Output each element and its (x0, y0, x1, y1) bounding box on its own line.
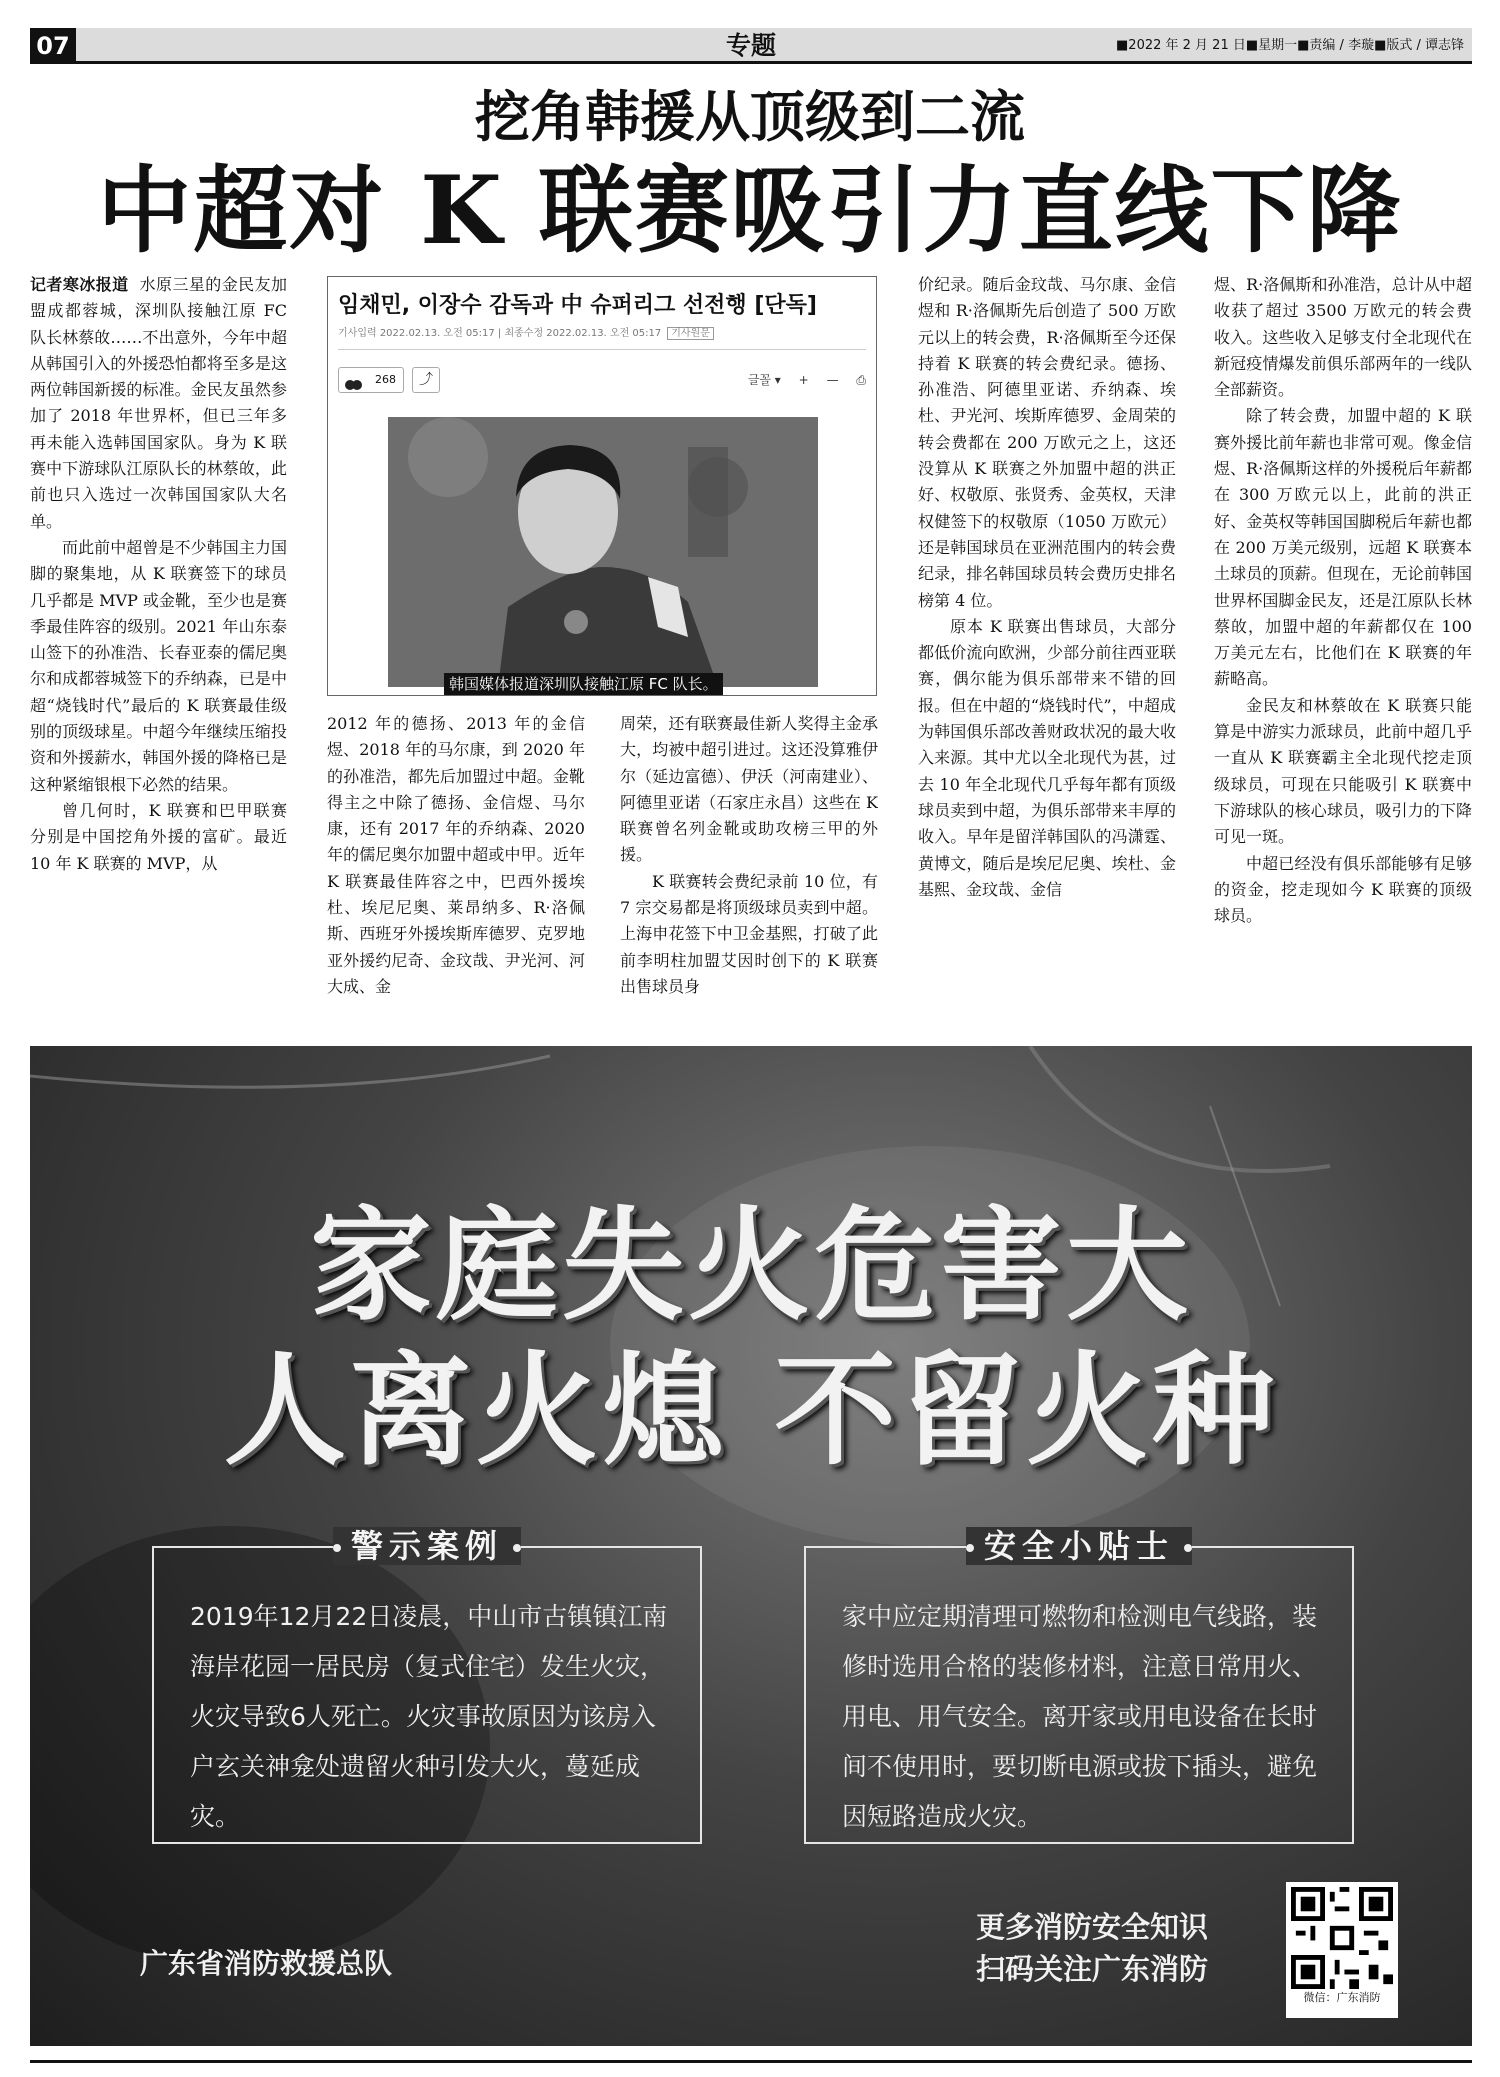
article-paragraph: 周荣，还有联赛最佳新人奖得主金承大，均被中超引进过。这还没算雅伊尔（延边富德）、伊沃（河南建业）、阿德里亚诺（石家庄永昌）这些在 K 联赛曾名列金靴或助攻榜三甲的外援。 (620, 714, 878, 865)
reaction-count: 268 (375, 373, 396, 386)
article-paragraph: 中超已经没有俱乐部能够有足够的资金，挖走现如今 K 联赛的顶级球员。 (1214, 853, 1472, 926)
qr-caption: 微信：广东消防 (1303, 1991, 1381, 2004)
article-column-4 (918, 272, 1176, 1032)
article-paragraph (30, 272, 287, 535)
reaction-icon (345, 375, 371, 385)
qr-code-icon (1291, 1887, 1393, 1989)
original-article-tag: 기사원문 (667, 327, 714, 340)
article-column-3 (620, 711, 878, 1031)
korean-headline: 임채민, 이장수 감독과 中 슈퍼리그 선전행 [단독] (338, 293, 817, 318)
zoom-out-icon[interactable]: — (826, 373, 839, 387)
article-paragraph: 价纪录。随后金玟哉、马尔康、金信煜和 R·洛佩斯先后创造了 500 万欧元以上的转会费，R·洛佩斯至今还保持着 K 联赛的转会费纪录。德扬、孙准浩、阿德里亚诺、乔纳森、埃杜、尹光河、埃斯库德罗、金周荣的转会费都在 200 万欧元之上，这还没算从 K 联赛之外加盟中超的洪正好、权敬原、张贤秀、金英权，天津权健签下的权敬原（1050 万欧元）还是韩国球员在亚洲范围内的转会费纪录，排名韩国球员转会费历史排名榜第 4 位。 (918, 275, 1176, 610)
scan-cta (976, 1906, 1276, 1990)
article-column-1 (30, 272, 287, 1032)
page-number: 07 (30, 28, 76, 64)
article-paragraph: 2012 年的德扬、2013 年的金信煜、2018 年的马尔康，到 2020 年的孙准浩，都先后加盟过中超。金靴得主之中除了德扬、金信煜、马尔康，还有 2017 年的乔纳森、2020 年的儒尼奥尔加盟中超或中甲。近年 K 联赛最佳阵容之中，巴西外援埃杜、埃尼尼奥、莱昂纳多、R·洛佩斯、西班牙外援埃斯库德罗、克罗地亚外援约尼奇、金玟哉、尹光河、河大成、金 (327, 714, 585, 996)
article-paragraph: 曾几何时，K 联赛和巴甲联赛分别是中国挖角外援的富矿。最近 10 年 K 联赛的 MVP，从 (30, 800, 287, 873)
banner-slogan-1: 家庭失火危害大 (310, 1195, 1192, 1337)
article-paragraph: 煜、R·洛佩斯和孙准浩，总计从中超收获了超过 3500 万欧元的转会费收入。这些收入足够支付全北现代在新冠疫情爆发前俱乐部两年的一线队全部薪资。 (1214, 275, 1472, 400)
banner-slogan-2: 人离火熄 不留火种 (223, 1340, 1279, 1482)
font-size-menu[interactable]: 글꼴 ▾ (747, 373, 781, 387)
fire-safety-ad (30, 1046, 1472, 2046)
korean-article-meta (338, 327, 714, 341)
korean-news-screenshot (327, 276, 877, 696)
reaction-button[interactable] (338, 367, 404, 393)
qr-code[interactable] (1286, 1882, 1398, 2018)
cta-line-2: 扫码关注广东消防 (976, 1952, 1209, 1986)
article-paragraph: 除了转会费，加盟中超的 K 联赛外援比前年薪也非常可观。像金信煜、R·洛佩斯这样的外援税后年薪都在 300 万欧元以上，此前的洪正好、金英权等韩国国脚税后年薪也都在 200 万美元级别，远超 K 联赛本土球员的顶薪。但现在，无论前韩国世界杯国脚金民友，还是江原队长林蔡敀，加盟中超的年薪都仅在 100 万美元左右，比他们在 K 联赛的年薪略高。 (1214, 406, 1472, 689)
page-header (30, 28, 1472, 64)
cta-line-1: 更多消防安全知识 (976, 1910, 1209, 1944)
safety-tips-panel (804, 1527, 1354, 1844)
paragraph-text: 水原三星的金民友加盟成都蓉城，深圳队接触江原 FC 队长林蔡敀……不出意外，今年中超从韩国引入的外援恐怕都将至多是这两位韩国新援的标准。金民友虽然参加了 2018 年世界杯，但已三年多再未能入选韩国国家队。身为 K 联赛中下游球队江原队长的林蔡敀，此前也只入选过一次韩国国家队大名单。 (30, 275, 287, 531)
article-paragraph: K 联赛转会费纪录前 10 位，有 7 宗交易都是将顶级球员卖到中超。上海申花签下中卫金基熙，打破了此前李明柱加盟艾因时创下的 K 联赛出售球员身 (620, 871, 878, 996)
warning-case-panel (152, 1527, 702, 1844)
player-photo-illustration (388, 417, 818, 687)
article-column-2 (327, 711, 585, 1031)
byline: 记者寒冰报道 (30, 275, 129, 294)
safety-tips-body: 家中应定期清理可燃物和检测电气线路，装修时选用合格的装修材料，注意日常用火、用电、用气安全。离开家或用电设备在长时间不使用时，要切断电源或拔下插头，避免因短路造成火灾。 (842, 1602, 1318, 1831)
article-paragraph: 金民友和林蔡敀在 K 联赛只能算是中游实力派球员，此前中超几乎一直从 K 联赛霸主全北现代挖走顶级球员，可现在只能吸引 K 联赛中下游球队的核心球员，吸引力的下降可见一斑。 (1214, 695, 1472, 847)
article-column-5 (1214, 272, 1472, 1032)
share-icon[interactable]: ⤴ (412, 367, 440, 393)
korean-timestamps: 기사입력 2022.02.13. 오전 05:17 | 최종수정 2022.02.13. 오전 05:17 (338, 328, 662, 339)
photo-caption: 韩国媒体报道深圳队接触江原 FC 队长。 (444, 673, 723, 695)
print-icon[interactable]: ⎙ (856, 373, 866, 387)
article-paragraph: 而此前中超曾是不少韩国主力国脚的聚集地，从 K 联赛签下的球员几乎都是 MVP 或金靴，至少也是赛季最佳阵容的级别。2021 年山东泰山签下的孙准浩、长春亚泰的儒尼奥尔和成都蓉城签下的乔纳森，已是中超“烧钱时代”最后的 K 联赛最佳级别的顶级球星。中超今年继续压缩投资和外援薪水，韩国外援的降格已是这种紧缩银根下必然的结果。 (30, 537, 287, 794)
bottom-rule (30, 2060, 1472, 2063)
main-headline: 中超对 K 联赛吸引力直线下降 (97, 156, 1403, 266)
organization-name: 广东省消防救援总队 (140, 1947, 393, 1980)
warning-case-title: 警示案例 (333, 1527, 521, 1565)
divider (338, 349, 866, 350)
zoom-in-icon[interactable]: + (798, 373, 809, 387)
font-tools (734, 367, 866, 393)
issue-meta: ■2022 年 2 月 21 日■星期一■责编 / 李璇■版式 / 谭志锋 (1116, 38, 1464, 53)
safety-tips-title: 安全小贴士 (966, 1527, 1192, 1565)
subheadline: 挖角韩援从顶级到二流 (474, 85, 1025, 149)
player-photo (388, 417, 818, 687)
article-paragraph: 原本 K 联赛出售球员，大部分都低价流向欧洲，少部分前往西亚联赛，偶尔能为俱乐部带来不错的回报。但在中超的“烧钱时代”，中超成为韩国俱乐部改善财政状况的最大收入来源。其中尤以全北现代为甚，过去 10 年全北现代几乎每年都有顶级球员卖到中超，为俱乐部带来丰厚的收入。早年是留洋韩国队的冯潇霆、黄博文，随后是埃尼尼奥、埃杜、金基熙、金玟哉、金信 (918, 616, 1176, 899)
section-name: 专题 (725, 31, 776, 60)
warning-case-body: 2019年12月22日凌晨，中山市古镇镇江南海岸花园一居民房（复式住宅）发生火灾，火灾导致6人死亡。火灾事故原因为该房入户玄关神龛处遗留火种引发大火，蔓延成灾。 (190, 1602, 668, 1831)
article-toolbar (338, 367, 866, 393)
